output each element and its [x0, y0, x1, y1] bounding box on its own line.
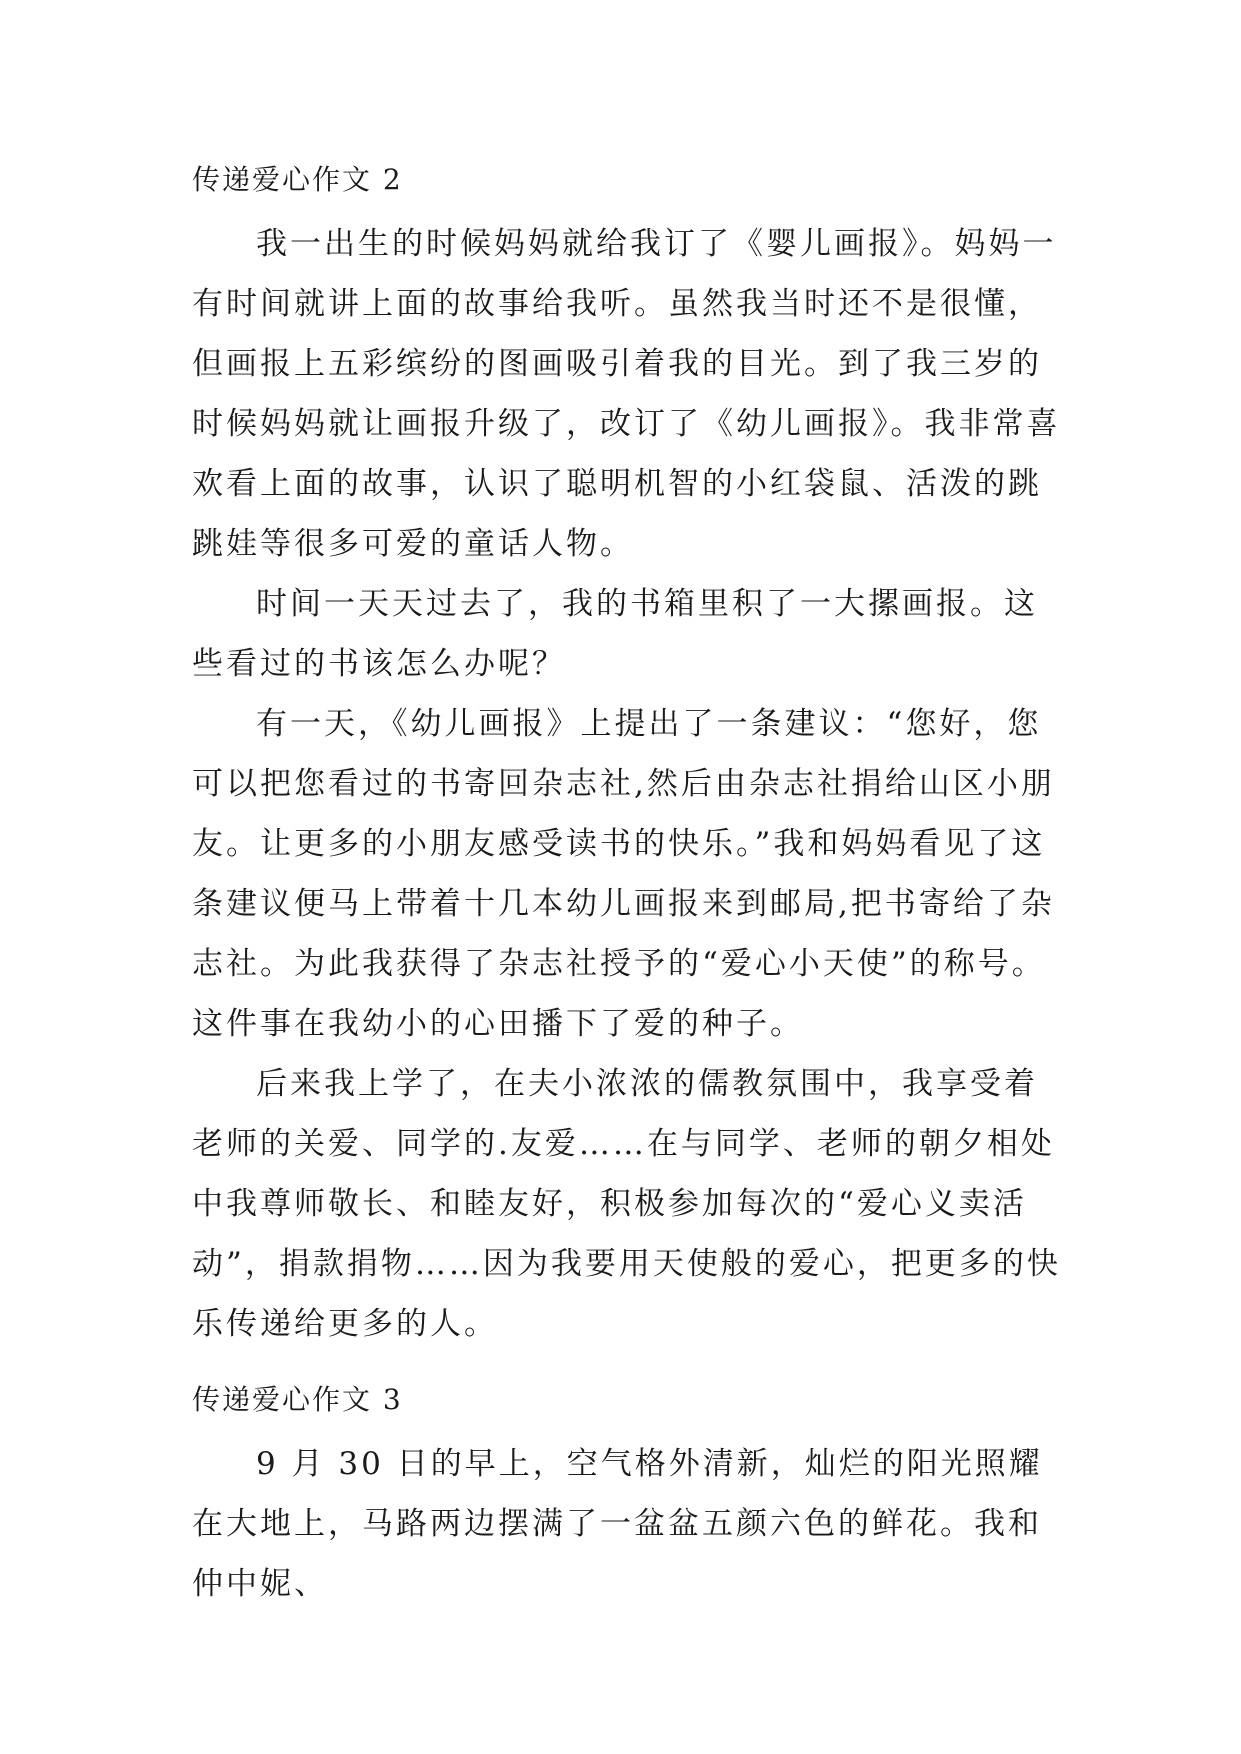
paragraph: 时间一天天过去了，我的书箱里积了一大摞画报。这些看过的书该怎么办呢？	[192, 586, 1038, 682]
essay-section-3	[192, 1380, 1062, 1614]
section-heading: 传递爱心作文 2	[192, 163, 403, 196]
paragraph: 我一出生的时候妈妈就给我订了《婴儿画报》。妈妈一有时间就讲上面的故事给我听。虽然我当时还不是很懂，但画报上五彩缤纷的图画吸引着我的目光。到了我三岁的时候妈妈就让画报升级了，改订了《幼儿画报》。我非常喜欢看上面的故事，认识了聪明机智的小红袋鼠、活泼的跳跳娃等很多可爱的童话人物。	[192, 226, 1061, 562]
essay-section-2	[192, 160, 1062, 1354]
paragraph: 9 月 30 日的早上，空气格外清新，灿烂的阳光照耀在大地上，马路两边摆满了一盆盆五颜六色的鲜花。我和仲中妮、	[192, 1446, 1043, 1602]
paragraph: 有一天，《幼儿画报》上提出了一条建议：“您好，您可以把您看过的书寄回杂志社,然后由杂志社捐给山区小朋友。让更多的小朋友感受读书的快乐。”我和妈妈看见了这条建议便马上带着十几本幼儿画报来到邮局,把书寄给了杂志社。为此我获得了杂志社授予的“爱心小天使”的称号。这件事在我幼小的心田播下了爱的种子。	[192, 706, 1055, 1042]
paragraph: 后来我上学了，在夫小浓浓的儒教氛围中，我享受着老师的关爱、同学的.友爱……在与同学、老师的朝夕相处中我尊师敬长、和睦友好，积极参加每次的“爱心义卖活动”，捐款捐物……因为我要用天使般的爱心，把更多的快乐传递给更多的人。	[192, 1066, 1061, 1342]
section-heading: 传递爱心作文 3	[192, 1383, 403, 1416]
